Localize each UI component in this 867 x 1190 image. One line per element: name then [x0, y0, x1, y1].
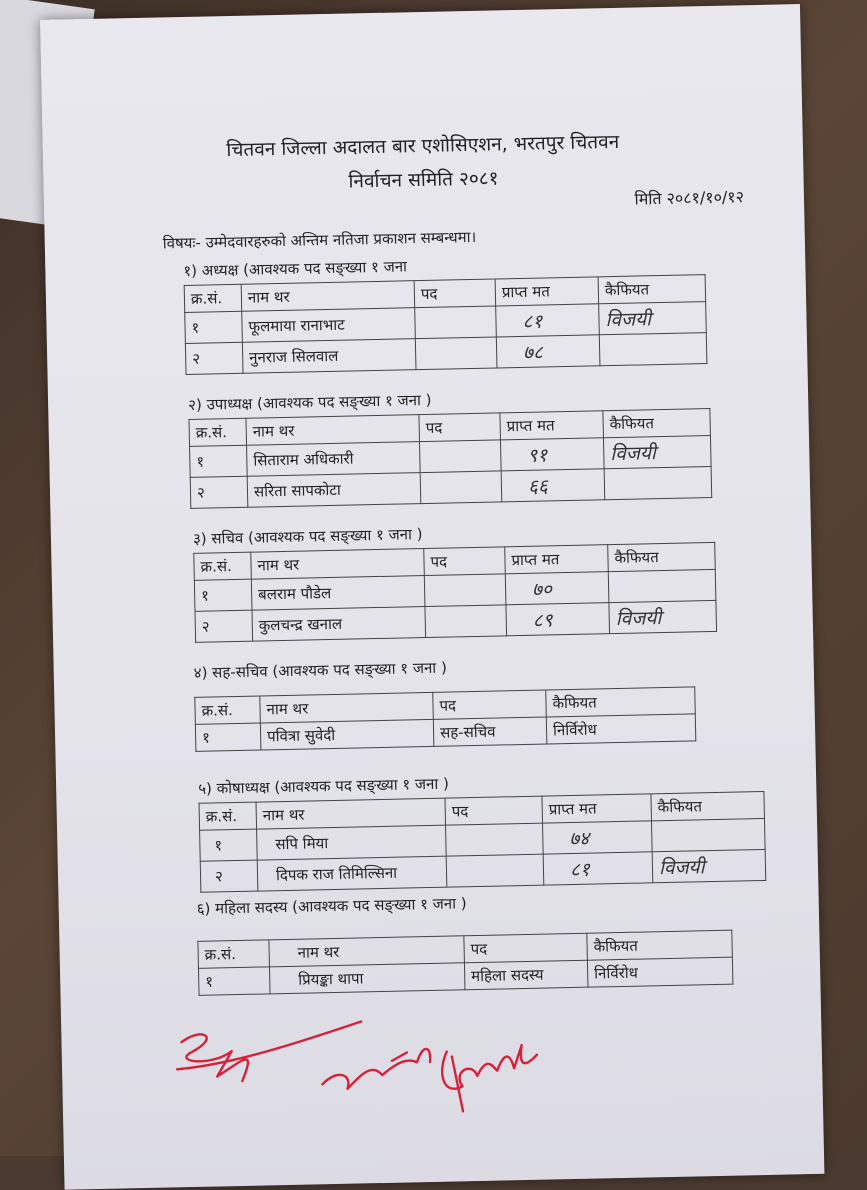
cell-post — [424, 574, 506, 607]
cell-votes: ७० — [505, 572, 609, 605]
cell-name: सपि मिया — [257, 825, 447, 860]
cell-remarks — [604, 467, 712, 500]
document-page — [40, 4, 824, 1190]
col-sn: क्र.सं. — [195, 696, 261, 724]
results-table — [188, 408, 712, 509]
cell-post — [425, 605, 507, 638]
col-name: नाम थर — [256, 798, 446, 829]
col-remarks: कैफियत — [587, 930, 733, 960]
section-title: १) अध्यक्ष (आवश्यक पद सङ्ख्या १ जना — [183, 257, 408, 281]
cell-name: सरिता सापकोटा — [247, 473, 421, 508]
col-name: नाम थर — [251, 549, 425, 580]
col-remarks: कैफियत — [598, 275, 706, 304]
cell-votes: ७८ — [496, 335, 600, 368]
col-post: पद — [419, 413, 501, 442]
col-votes: प्राप्त मत — [505, 545, 609, 574]
cell-post — [419, 440, 501, 473]
cell-remarks — [608, 569, 716, 602]
cell-name: फूलमाया रानाभाट — [242, 308, 416, 343]
cell-sn: २ — [185, 342, 243, 374]
cell-remarks: विजयी — [609, 600, 717, 633]
document-title: चितवन जिल्ला अदालत बार एशोसिएशन, भरतपुर चितवन — [226, 130, 620, 162]
col-sn: क्र.सं. — [199, 802, 257, 830]
col-votes: प्राप्त मत — [500, 411, 604, 440]
cell-post — [420, 471, 502, 504]
cell-post — [415, 337, 497, 370]
col-remarks: कैफियत — [603, 409, 711, 438]
section-treasurer — [198, 767, 766, 893]
cell-sn: १ — [198, 967, 270, 995]
col-sn: क्र.सं. — [198, 940, 270, 968]
cell-sn: २ — [190, 476, 248, 508]
cell-votes: ८९ — [506, 603, 610, 636]
cell-votes: ६६ — [501, 469, 605, 502]
col-votes: प्राप्त मत — [495, 277, 599, 306]
cell-sn: २ — [200, 860, 258, 892]
cell-post — [415, 306, 497, 339]
cell-post: महिला सदस्य — [464, 960, 588, 990]
section-joint-secretary — [194, 652, 697, 751]
signature-2 — [322, 1049, 431, 1089]
cell-votes: ८१ — [543, 852, 653, 885]
col-sn: क्र.सं. — [194, 552, 252, 580]
col-post: पद — [424, 547, 506, 576]
cell-name: दिपक राज तिमिल्सिना — [257, 856, 447, 891]
cell-remarks: निर्विरोध — [546, 714, 696, 744]
cell-remarks: निर्विरोध — [587, 957, 733, 987]
section-secretary — [193, 518, 717, 643]
results-table — [197, 930, 733, 996]
section-title: ४) सह-सचिव (आवश्यक पद सङ्ख्या १ जना ) — [193, 658, 448, 682]
document-subject: विषयः- उम्मेदवारहरुको अन्तिम नतिजा प्रकाशन सम्बन्धमा। — [162, 227, 477, 253]
col-remarks: कैफियत — [608, 542, 716, 571]
document-date: मिति २०८१/१०/१२ — [634, 187, 745, 209]
cell-name: सिताराम अधिकारी — [247, 442, 421, 477]
cell-votes: ८१ — [496, 304, 600, 337]
col-name: नाम थर — [269, 936, 465, 967]
cell-sn: १ — [200, 829, 258, 861]
cell-remarks — [651, 818, 765, 851]
col-remarks: कैफियत — [651, 791, 765, 820]
document-subtitle: निर्वाचन समिति २०८१ — [348, 167, 499, 193]
cell-votes: ९१ — [500, 438, 604, 471]
cell-sn: २ — [195, 610, 253, 642]
cell-remarks — [599, 333, 707, 366]
section-president — [183, 250, 707, 375]
signature-1 — [176, 1021, 362, 1082]
results-table — [194, 686, 696, 751]
cell-remarks: विजयी — [652, 849, 766, 882]
results-table — [199, 791, 767, 893]
section-woman-member — [197, 888, 734, 996]
cell-remarks: विजयी — [599, 302, 707, 335]
col-votes: प्राप्त मत — [542, 794, 652, 823]
col-name: नाम थर — [246, 415, 420, 446]
section-title: २) उपाध्यक्ष (आवश्यक पद सङ्ख्या १ जना ) — [187, 390, 432, 414]
col-post: पद — [445, 796, 543, 825]
cell-name: बलराम पौडेल — [251, 576, 425, 611]
section-vice-president — [188, 384, 712, 509]
cell-remarks: विजयी — [603, 436, 711, 469]
cell-post — [446, 823, 544, 856]
cell-sn: १ — [194, 579, 252, 611]
col-sn: क्र.सं. — [189, 418, 247, 446]
signature-3 — [442, 1045, 538, 1112]
cell-sn: १ — [190, 445, 248, 477]
cell-votes: ७४ — [543, 821, 653, 854]
cell-name: पवित्रा सुवेदी — [260, 719, 434, 750]
col-remarks: कैफियत — [546, 687, 696, 717]
col-post: पद — [464, 933, 588, 963]
cell-name: प्रियङ्का थापा — [269, 963, 465, 994]
section-title: ५) कोषाध्यक्ष (आवश्यक पद सङ्ख्या १ जना ) — [198, 774, 450, 798]
cell-post: सह-सचिव — [433, 717, 547, 746]
cell-name: कुलचन्द्र खनाल — [252, 607, 426, 642]
col-sn: क्र.सं. — [184, 284, 242, 312]
col-name: नाम थर — [260, 692, 434, 723]
cell-name: नुनराज सिलवाल — [242, 339, 416, 374]
results-table — [184, 274, 708, 375]
section-title: ६) महिला सदस्य (आवश्यक पद सङ्ख्या १ जना ) — [196, 894, 467, 918]
col-post: पद — [433, 690, 547, 719]
col-name: नाम थर — [241, 281, 415, 312]
section-title: ३) सचिव (आवश्यक पद सङ्ख्या १ जना ) — [192, 525, 423, 548]
cell-post — [446, 854, 544, 887]
cell-sn: १ — [195, 723, 261, 751]
signatures — [161, 999, 584, 1138]
cell-sn: १ — [185, 311, 243, 343]
results-table — [193, 542, 717, 643]
col-post: पद — [414, 279, 496, 308]
